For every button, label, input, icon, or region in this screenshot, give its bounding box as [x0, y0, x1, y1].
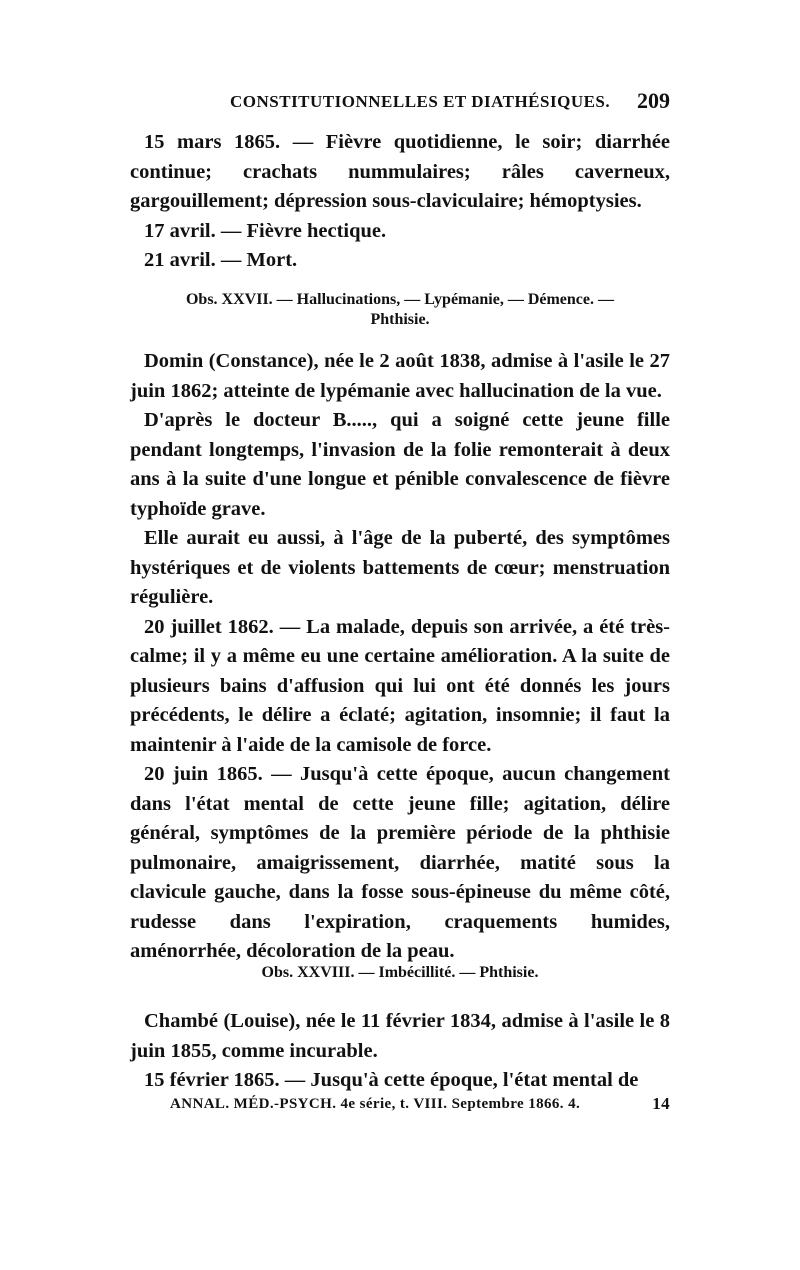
paragraph: 15 mars 1865. — Fièvre quotidienne, le soir; diarrhée continue; crachats nummulaires; râles caverneux, gargouillement; dépression sous-claviculaire; hémoptysies. [130, 131, 670, 212]
paragraph: D'après le docteur B....., qui a soigné cette jeune fille pendant longtemps, l'invasion de la folie remonterait à deux ans à la suite d'une longue et pénible convalescence de fièvre typhoïde grave. [130, 409, 670, 520]
paragraph: 21 avril. — Mort. [144, 249, 298, 271]
paragraph: 20 juillet 1862. — La malade, depuis son arrivée, a été très-calme; il y a même eu une certaine amélioration. A la suite de plusieurs bains d'affusion qui lui ont été donnés les jours précédents, le délire a éclaté; agitation, insomnie; il faut la maintenir à l'aide de la camisole de force. [130, 615, 670, 756]
running-head [130, 88, 670, 122]
paragraph: 20 juin 1865. — Jusqu'à cette époque, aucun changement dans l'état mental de cette jeune fille; agitation, délire général, symptômes de la première période de la phthisie pulmonaire, amaigrissement, diarrhée, matité sous la clavicule gauche, dans la fosse sous-épineuse du même côté, rudesse dans l'expiration, craquements humides, aménorrhée, décoloration de la peau. [130, 763, 670, 962]
text-block-1 [130, 128, 670, 276]
observation-heading-line: Phthisie. [370, 311, 430, 328]
text-block-2 [130, 347, 670, 967]
observation-heading-27 [130, 290, 670, 330]
page-number: 209 [637, 88, 670, 113]
observation-heading-28 [130, 963, 670, 983]
footer [170, 1096, 670, 1113]
footer-imprint: ANNAL. MÉD.-PSYCH. 4e série, t. VIII. Septembre 1866. 4. [170, 1096, 581, 1112]
paragraph: Domin (Constance), née le 2 août 1838, admise à l'asile le 27 juin 1862; atteinte de lypémanie avec hallucination de la vue. [130, 350, 670, 402]
paragraph: 15 février 1865. — Jusqu'à cette époque, l'état mental de [144, 1069, 639, 1091]
paragraph: Chambé (Louise), née le 11 février 1834, admise à l'asile le 8 juin 1855, comme incurable. [130, 1010, 670, 1062]
observation-heading-line: Obs. XXVIII. — Imbécillité. — Phthisie. [261, 964, 539, 981]
paragraph: Elle aurait eu aussi, à l'âge de la puberté, des symptômes hystériques et de violents battements de cœur; menstruation régulière. [130, 527, 670, 608]
text-block-3 [130, 1007, 670, 1096]
paragraph: 17 avril. — Fièvre hectique. [144, 219, 387, 242]
signature-mark: 14 [652, 1094, 670, 1113]
running-title: CONSTITUTIONNELLES ET DIATHÉSIQUES. [230, 92, 611, 111]
observation-heading-line: Obs. XXVII. — Hallucinations, — Lypémanie, — Démence. — [185, 291, 614, 308]
